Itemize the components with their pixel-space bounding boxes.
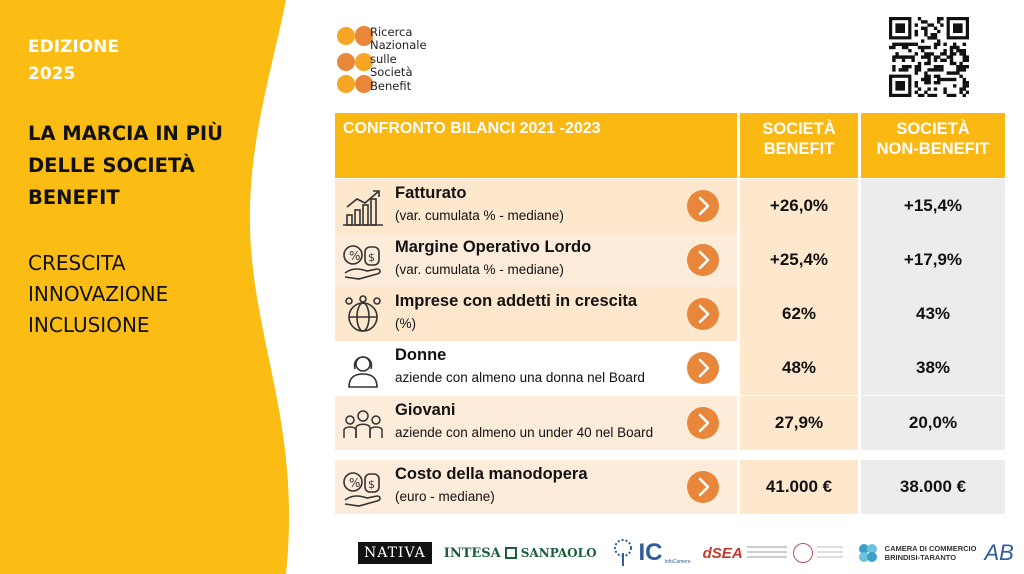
slide-subtitle: CRESCITA INNOVAZIONE INCLUSIONE: [28, 251, 169, 337]
table-row: [335, 396, 1005, 450]
intesa-logo: INTESA: [443, 545, 501, 561]
table-row: [335, 287, 1005, 341]
svg-text:$: $: [368, 478, 375, 491]
chevron-right-icon[interactable]: [687, 407, 719, 439]
benefit-value: 27,9%: [740, 396, 858, 450]
globe-people-icon: [341, 295, 385, 335]
edition-label: EDIZIONE 2025: [28, 37, 119, 84]
university-name-lines-icon: [817, 546, 843, 560]
column-header-non-benefit: SOCIETÀ NON-BENEFIT: [861, 113, 1005, 178]
chevron-right-icon[interactable]: [687, 352, 719, 384]
dsea-logo: dSEA: [702, 544, 743, 562]
benefit-value: 41.000 €: [740, 460, 858, 514]
non-benefit-value: +15,4%: [861, 179, 1005, 233]
row-description: aziende con almeno un under 40 nel Board: [395, 425, 654, 440]
row-description: aziende con almeno una donna nel Board: [395, 370, 645, 385]
intesa-square-icon: [505, 547, 517, 559]
chevron-right-icon[interactable]: [687, 190, 719, 222]
benefit-value: +26,0%: [740, 179, 858, 233]
svg-text:%: %: [349, 249, 361, 263]
row-label: Margine Operativo Lordo: [395, 238, 592, 256]
row-label: Donne: [395, 346, 447, 364]
svg-text:$: $: [368, 251, 375, 264]
non-benefit-value: 43%: [861, 287, 1005, 341]
non-benefit-value: 38%: [861, 341, 1005, 395]
ab-logo: AB: [984, 540, 1014, 565]
non-benefit-value: +17,9%: [861, 233, 1005, 287]
table-header: CONFRONTO BILANCI 2021 -2023: [335, 113, 737, 178]
row-label-cell: [335, 233, 737, 287]
nativa-logo: NATIVA: [358, 542, 432, 564]
non-benefit-value: 38.000 €: [861, 460, 1005, 514]
row-label: Costo della manodopera: [395, 465, 588, 483]
chevron-right-icon[interactable]: [687, 471, 719, 503]
woman-icon: [341, 349, 385, 389]
row-description: (var. cumulata % - mediane): [395, 262, 564, 277]
chamber-of-commerce-logo: CAMERA DI COMMERCIO BRINDISI-TARANTO: [884, 544, 977, 562]
chevron-right-icon[interactable]: [687, 244, 719, 276]
money-hand-icon: [341, 468, 385, 508]
group-icon: [341, 404, 385, 444]
row-label: Giovani: [395, 401, 456, 419]
footer-logos: [358, 536, 1014, 570]
row-label-cell: [335, 287, 737, 341]
benefit-value: 48%: [740, 341, 858, 395]
university-lines-icon: [747, 546, 787, 560]
growth-chart-icon: [341, 187, 385, 227]
svg-text:%: %: [349, 476, 361, 490]
row-label-cell: [335, 341, 737, 395]
row-label-cell: [335, 179, 737, 233]
research-logo-text: Ricerca Nazionale sulle Società Benefit: [370, 25, 427, 93]
row-label: Imprese con addetti in crescita: [395, 292, 638, 310]
table-row: [335, 341, 1005, 395]
benefit-value: 62%: [740, 287, 858, 341]
money-hand-icon: [341, 241, 385, 281]
row-description: (euro - mediane): [395, 489, 495, 504]
chamber-of-commerce-icon: [857, 542, 879, 564]
row-label-cell: [335, 460, 737, 514]
infocamere-logo-text: InfoCamere: [664, 559, 691, 565]
row-label: Fatturato: [395, 184, 467, 202]
infocamere-tree-icon: [611, 539, 635, 567]
slide-title: LA MARCIA IN PIÙ DELLE SOCIETÀ BENEFIT: [28, 122, 224, 209]
non-benefit-value: 20,0%: [861, 396, 1005, 450]
table-row: [335, 179, 1005, 233]
row-label-cell: [335, 396, 737, 450]
table-row: [335, 460, 1005, 514]
row-description: (%): [395, 316, 416, 331]
sanpaolo-logo: SANPAOLO: [520, 546, 597, 560]
row-description: (var. cumulata % - mediane): [395, 208, 564, 223]
ic-logo: IC: [638, 539, 663, 566]
benefit-value: +25,4%: [740, 233, 858, 287]
qr-code-icon[interactable]: [889, 17, 969, 97]
university-seal-icon: [793, 543, 813, 563]
chevron-right-icon[interactable]: [687, 298, 719, 330]
column-header-benefit: SOCIETÀ BENEFIT: [740, 113, 858, 178]
table-row: [335, 233, 1005, 287]
